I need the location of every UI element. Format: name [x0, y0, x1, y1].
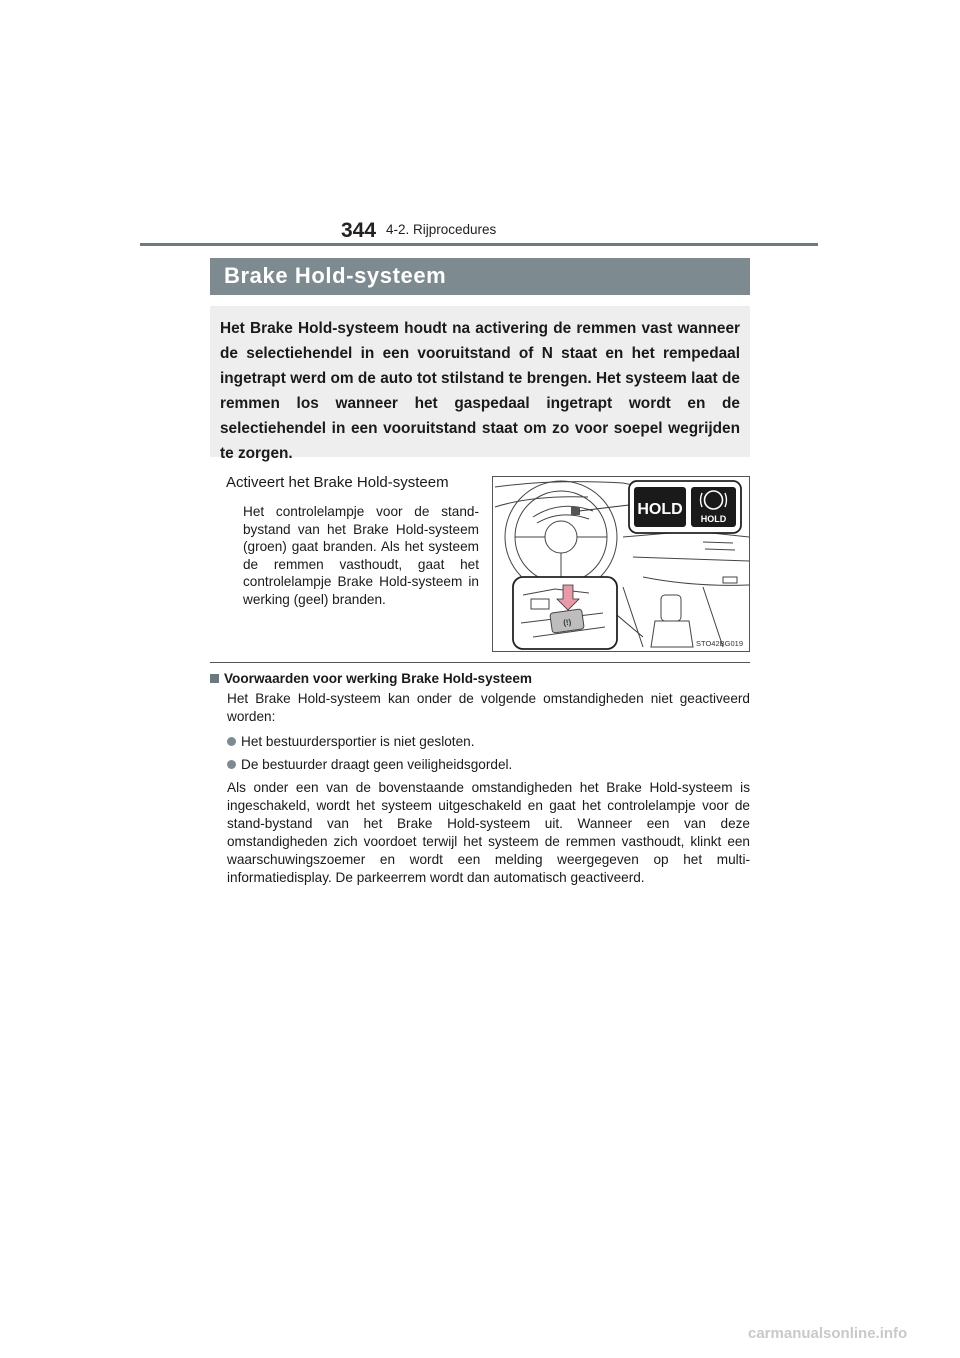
step-title: Activeert het Brake Hold-systeem [226, 474, 449, 491]
conditions-heading-text: Voorwaarden voor werking Brake Hold-systeem [224, 671, 532, 686]
conditions-heading [210, 671, 532, 686]
circle-bullet-icon [227, 760, 236, 769]
section-header [210, 258, 750, 295]
dashboard-illustration [493, 477, 750, 652]
list-item [227, 756, 512, 774]
list-item-text: Het bestuurdersportier is niet gesloten. [241, 734, 475, 749]
svg-text:(!): (!) [562, 617, 572, 628]
circle-bullet-icon [227, 737, 236, 746]
list-item-text: De bestuurder draagt geen veiligheidsgordel. [241, 757, 513, 772]
conditions-intro: Het Brake Hold-systeem kan onder de volgende omstandigheden niet geactiveerd worden: [227, 691, 750, 724]
hold-indicator-label: HOLD [637, 501, 683, 518]
figure-code: STO42BG019 [696, 639, 743, 648]
watermark: carmanualsonline.info [748, 1325, 908, 1342]
square-bullet-icon [210, 674, 219, 683]
step-description: Het controlelampje voor de standbystand van het Brake Hold-systeem (groen) gaat branden. Als het systeem de remmen vasthoudt, gaat het controlelampje Brake Hold-systeem in werking (geel) branden. [243, 504, 479, 607]
page-number: 344 [341, 219, 377, 242]
brake-hold-illustration [492, 476, 750, 652]
conditions-outro: Als onder een van de bovenstaande omstandigheden het Brake Hold-systeem is ingeschakeld, wordt het systeem uitgeschakeld en gaat het controlelampje voor de stand-bystand van het Brake Hold-systeem uit. Wanneer een van deze omstandigheden zich voordoet terwijl het systeem de remmen vasthoudt, klinkt een waarschuwingszoemer en wordt een melding weergegeven op het multi-informatiedisplay. De parkeerrem wordt dan automatisch geactiveerd. [227, 780, 750, 885]
section-title: Brake Hold-systeem [224, 263, 447, 288]
intro-text: Het Brake Hold-systeem houdt na activering de remmen vast wanneer de selectiehendel in een vooruitstand of N staat en het rempedaal ingetrapt werd om de auto tot stilstand te brengen. Het systeem laat de remmen los wanneer het gaspedaal ingetrapt wordt en de selectiehendel in een vooruitstand staat om zo voor soepel wegrijden te zorgen. [220, 320, 740, 462]
hold-indicator-sublabel: HOLD [700, 514, 727, 524]
section-divider [210, 662, 750, 663]
chapter-title: 4-2. Rijprocedures [386, 222, 497, 237]
list-item [227, 733, 474, 751]
header-rule [140, 243, 818, 246]
intro-box [210, 306, 750, 462]
